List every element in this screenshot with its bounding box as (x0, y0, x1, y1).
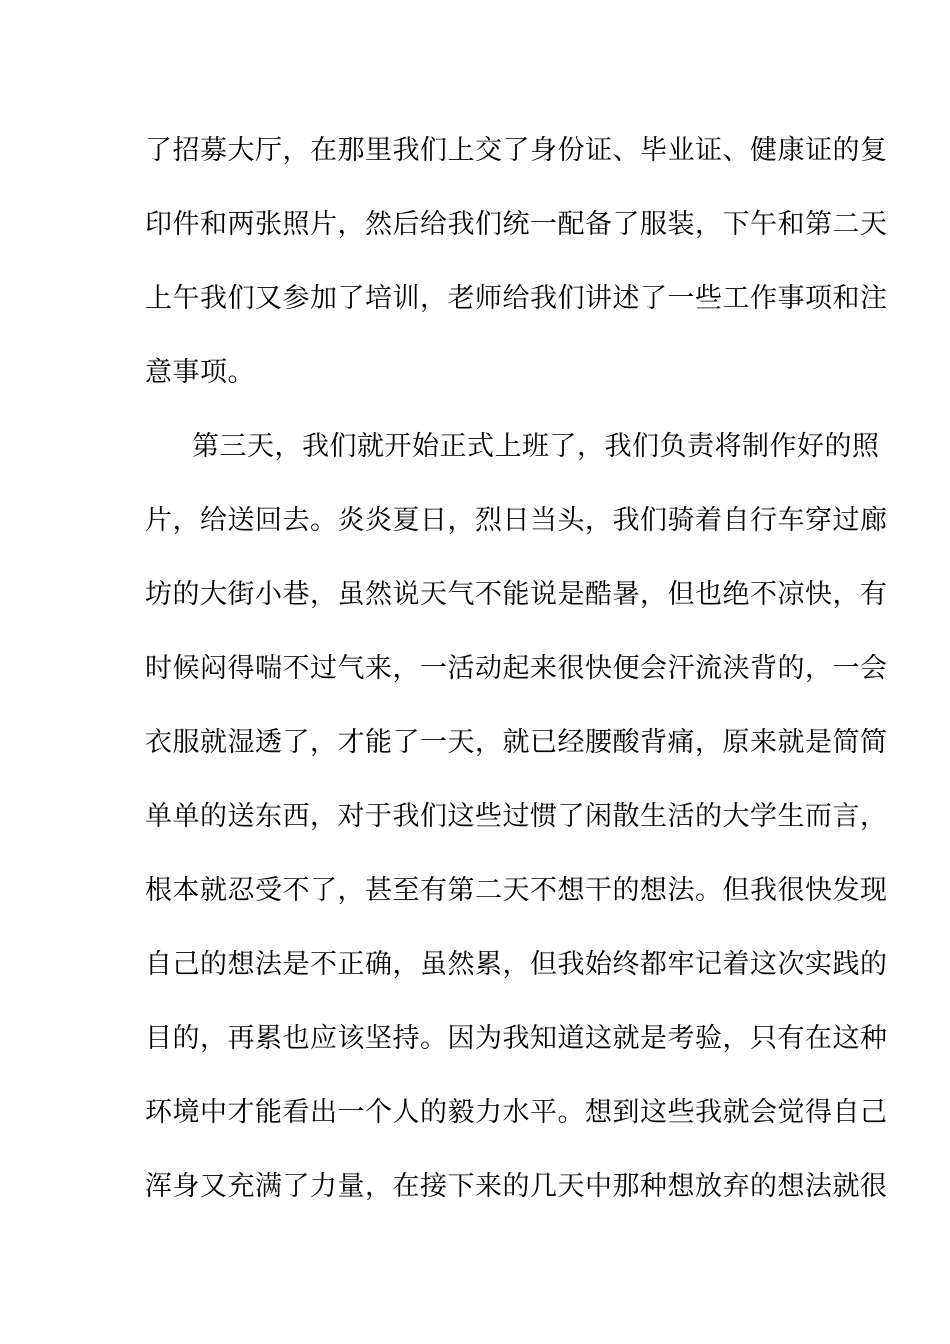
text-line: 单单的送东西，对于我们这些过惯了闲散生活的大学生而言， (145, 801, 888, 832)
text-line: 了招募大厅，在那里我们上交了身份证、毕业证、健康证的复 (145, 135, 888, 166)
text-line: 目的，再累也应该坚持。因为我知道这就是考验，只有在这种 (145, 1023, 888, 1054)
text-line: 自己的想法是不正确，虽然累，但我始终都牢记着这次实践的 (145, 949, 888, 980)
text-line: 根本就忍受不了，甚至有第二天不想干的想法。但我很快发现 (145, 875, 888, 906)
paragraph-first-line: 第三天，我们就开始正式上班了，我们负责将制作好的照 (192, 431, 880, 462)
text-line: 坊的大街小巷，虽然说天气不能说是酷暑，但也绝不凉快，有 (145, 579, 888, 610)
text-line: 意事项。 (145, 357, 255, 388)
text-line: 衣服就湿透了，才能了一天，就已经腰酸背痛，原来就是简简 (145, 727, 888, 758)
text-line: 浑身又充满了力量，在接下来的几天中那种想放弃的想法就很 (145, 1171, 888, 1202)
text-line: 环境中才能看出一个人的毅力水平。想到这些我就会觉得自己 (145, 1097, 888, 1128)
text-line: 上午我们又参加了培训，老师给我们讲述了一些工作事项和注 (145, 283, 888, 314)
text-line: 片，给送回去。炎炎夏日，烈日当头，我们骑着自行车穿过廊 (145, 505, 888, 536)
text-line: 印件和两张照片，然后给我们统一配备了服装，下午和第二天 (145, 209, 888, 240)
text-line: 时候闷得喘不过气来，一活动起来很快便会汗流浃背的，一会 (145, 653, 888, 684)
